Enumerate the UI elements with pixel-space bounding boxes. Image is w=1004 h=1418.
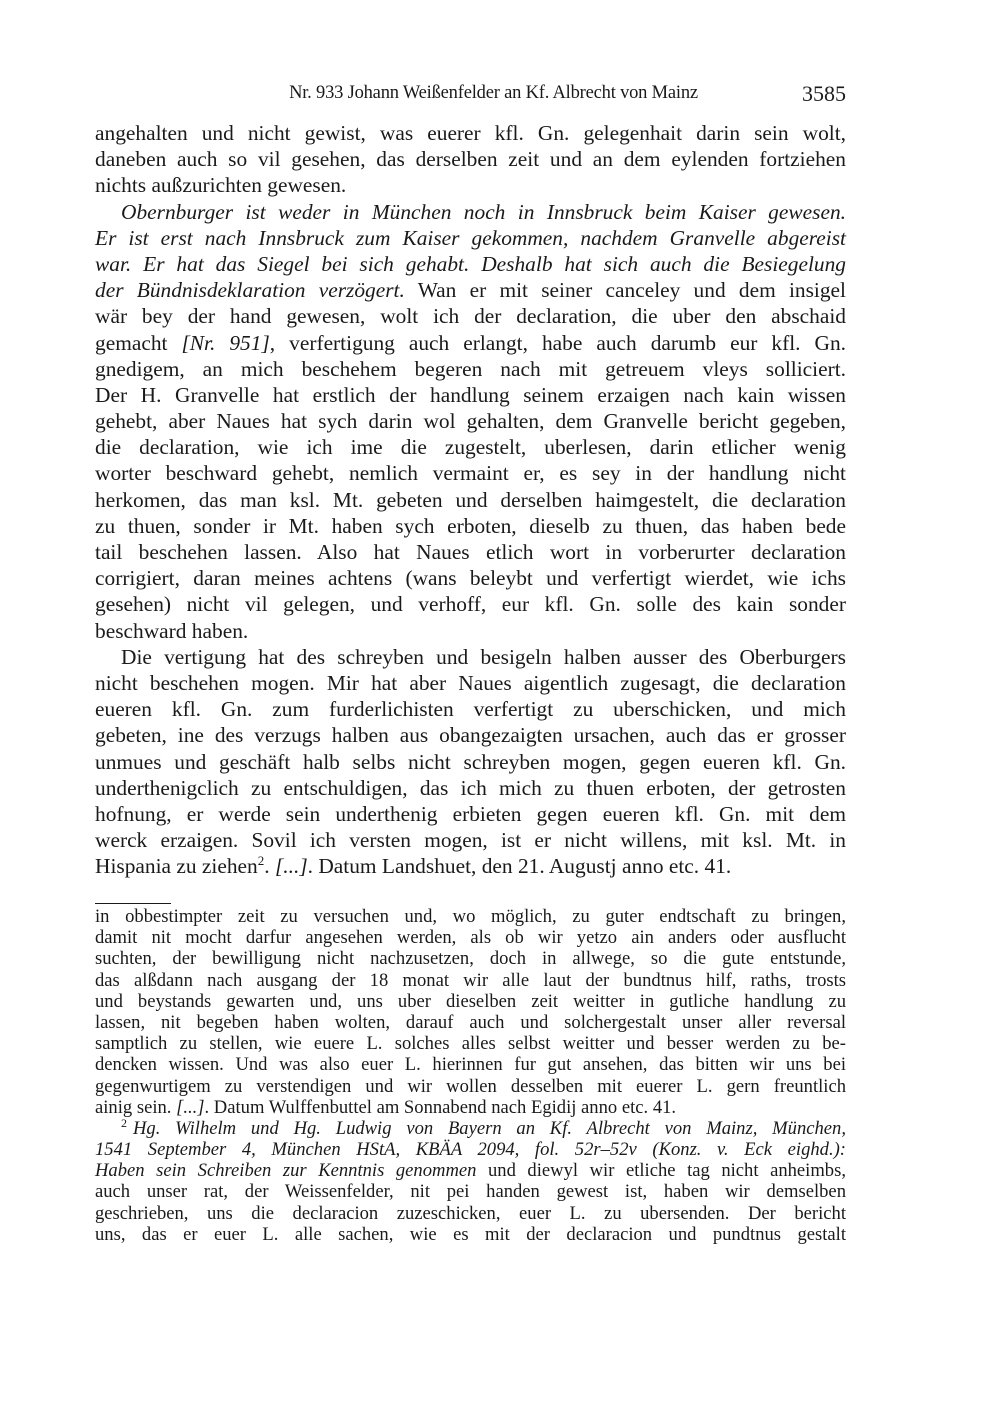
- footnote-line: und beystands gewarten und, uns uber dieselben zeit weitter in gutliche handlung zu: [95, 990, 846, 1012]
- text-line: worter beschward gehebt, nemlich vermaint er, es sey in der handlung nicht: [95, 461, 846, 486]
- source-text: und diewyl wir etliche tag nicht anheimbs,: [476, 1160, 846, 1182]
- text-line: Der H. Granvelle hat erstlich der handlung seinem erzaigen nach kain wissen: [95, 382, 846, 407]
- source-text: Wan er mit seiner canceley und dem insigel: [404, 278, 846, 303]
- text-line: [95, 277, 846, 303]
- editorial-summary-line: war. Er hat das Siegel bei sich gehabt. Deshalb hat sich auch die Besiegelung: [95, 251, 846, 276]
- footnote-line: [95, 1097, 846, 1118]
- text-line: gesehen) nicht vil gelegen, und verhoff, eur kfl. Gn. solle des kain sonder: [95, 592, 846, 617]
- footnote-line: das alßdann nach ausgang der 18 monat wir alle laut der bundtnus hilf, raths, trosts: [95, 969, 846, 991]
- footnote-reference[interactable]: 2: [257, 853, 265, 869]
- text-line: angehalten und nicht gewist, was euerer kfl. Gn. gelegenhait darin sein wolt,: [95, 121, 846, 145]
- dating-clause: . Datum Wulffenbuttel am Sonnabend nach Egidij anno etc. 41.: [204, 1096, 677, 1118]
- omission-mark: [...]: [176, 1096, 205, 1118]
- text-line: wär bey der hand gewesen, wolt ich der declaration, die uber den abschaid: [95, 304, 846, 329]
- text-line: tail beschehen lassen. Also hat Naues etlich wort in vorberurter declaration: [95, 540, 846, 564]
- source-text: , verfertigung auch erlangt, habe auch darumb eur kfl. Gn.: [269, 330, 846, 355]
- text-line: die declaration, wie ich ime die zugestelt, uberlesen, darin etlicher wenig: [95, 435, 846, 460]
- footnote-2-line: [95, 1115, 846, 1139]
- text-line: corrigiert, daran meines achtens (wans beleybt und verfertigt wierdet, wie ichs: [95, 566, 846, 591]
- footnote-line: in obbestimpter zeit zu versuchen und, wo möglich, zu guter endtschaft zu bringen,: [95, 906, 846, 927]
- source-text: .: [264, 854, 275, 879]
- text-line: underthenigclich zu entschuldigen, das ich mich zu thuen erboten, der getrosten: [95, 775, 846, 800]
- source-text: gemacht: [95, 330, 182, 355]
- footnote-line: lassen, nit begeben haben wolten, darauf auch und solchergestalt unser aller reversal: [95, 1011, 846, 1033]
- text-line: unmues und geschäft halb selbs nicht schreyben mogen, gegen eueren kfl. Gn.: [95, 749, 846, 774]
- footnote-line: samptlich zu stellen, wie euere L. solches alles selbst weitter und besser werden zu be-: [95, 1033, 846, 1055]
- footnote-line: dencken wissen. Und was also euer L. hierinnen fur gut ansehen, das bitten wir uns bei: [95, 1054, 846, 1076]
- text-line: hofnung, er werde sein underthenig erbieten gegen eueren kfl. Gn. mit dem: [95, 801, 846, 826]
- running-title: Nr. 933 Johann Weißenfelder an Kf. Albrecht von Mainz: [289, 83, 698, 103]
- footnote-2-line: 1541 September 4, München HStA, KBÄA 2094, fol. 52r–52v (Konz. v. Eck eighd.):: [95, 1139, 846, 1161]
- cross-reference: [Nr. 951]: [181, 330, 270, 355]
- text-line: gebeten, ine des verzugs halben aus obangezaigten ursachen, auch das er grosser: [95, 723, 846, 748]
- editorial-summary-line: Obernburger ist weder in München noch in Innsbruck beim Kaiser gewesen.: [121, 199, 846, 224]
- text-line: nichts außzurichten gewesen.: [95, 173, 347, 198]
- text-line: [95, 330, 846, 356]
- footnote-2-line: auch unser rat, der Weissenfelder, nit pei handen gewest ist, haben wir demselben: [95, 1181, 846, 1203]
- editorial-summary-line: Er ist erst nach Innsbruck zum Kaiser gekommen, nachdem Granvelle abgereist: [95, 225, 846, 250]
- omission-mark: [...]: [274, 854, 308, 879]
- footnote-2-line: uns, das er euer L. alle sachen, wie es mit der declaracion und pundtnus gestalt: [95, 1223, 846, 1245]
- text-line: nicht beschehen mogen. Mir hat aber Naues aigentlich zugesagt, die declaration: [95, 670, 846, 695]
- text-line: herkomen, das man ksl. Mt. gebeten und derselben haimgestelt, die declaration: [95, 487, 846, 512]
- text-line: daneben auch so vil gesehen, das derselben zeit und an dem eylenden fortziehen: [95, 147, 846, 172]
- footnote-number: 2: [121, 1115, 127, 1130]
- footnote-divider: [95, 903, 171, 904]
- text-line: Die vertigung hat des schreyben und besigeln halben ausser des Oberburgers: [121, 644, 846, 669]
- footnote-line: suchten, der bewilligung nicht nachzusetzen, doch in allwege, so die gute entstunde,: [95, 948, 846, 970]
- text-line: eueren kfl. Gn. zum furderlichisten verfertigt zu uberschicken, und mich: [95, 697, 846, 722]
- footnote-summary: Haben sein Schreiben zur Kenntnis genommen: [95, 1160, 477, 1182]
- text-line: zu thuen, sonder ir Mt. haben sych erboten, dieselb zu thuen, das haben bede: [95, 513, 846, 538]
- text-line: werck erzaigen. Sovil ich versten mogen, ist er nicht willens, mit ksl. Mt. in: [95, 828, 846, 853]
- running-head: [95, 81, 846, 107]
- editorial-summary-end: der Bündnisdeklaration verzögert.: [95, 278, 405, 303]
- text-line: [95, 853, 846, 879]
- footnote-2-line: geschrieben, uns die declaracion zuzeschicken, euer L. zu ubersenden. Der bericht: [95, 1202, 846, 1224]
- dating-clause: . Datum Landshuet, den 21. Augustj anno etc. 41.: [307, 854, 732, 879]
- main-text: [95, 120, 846, 879]
- text-line: gnedigem, an mich beschehem begeren nach mit getreuem vleys solliciert.: [95, 356, 846, 381]
- source-text: ainig sein.: [95, 1096, 177, 1118]
- text-line: gehebt, aber Naues hat sych darin wol gehalten, dem Granvelle bericht gegeben,: [95, 409, 846, 434]
- source-text: Hispania zu ziehen: [95, 854, 258, 879]
- footnote-2-line: [95, 1160, 846, 1181]
- footnote-line: gegenwurtigem zu verstendigen und wir wollen desselben mit euerer L. gern freuntlich: [95, 1075, 846, 1097]
- footnote-line: damit nit mocht darfur angesehen werden, als ob wir yetzo ain anders oder ausflucht: [95, 927, 846, 949]
- footnote-citation: Hg. Wilhelm und Hg. Ludwig von Bayern an Kf. Albrecht von Mainz, München,: [133, 1117, 846, 1139]
- page-number: 3585: [802, 81, 846, 106]
- footnotes: [95, 906, 846, 1245]
- text-line: beschward haben.: [95, 618, 249, 643]
